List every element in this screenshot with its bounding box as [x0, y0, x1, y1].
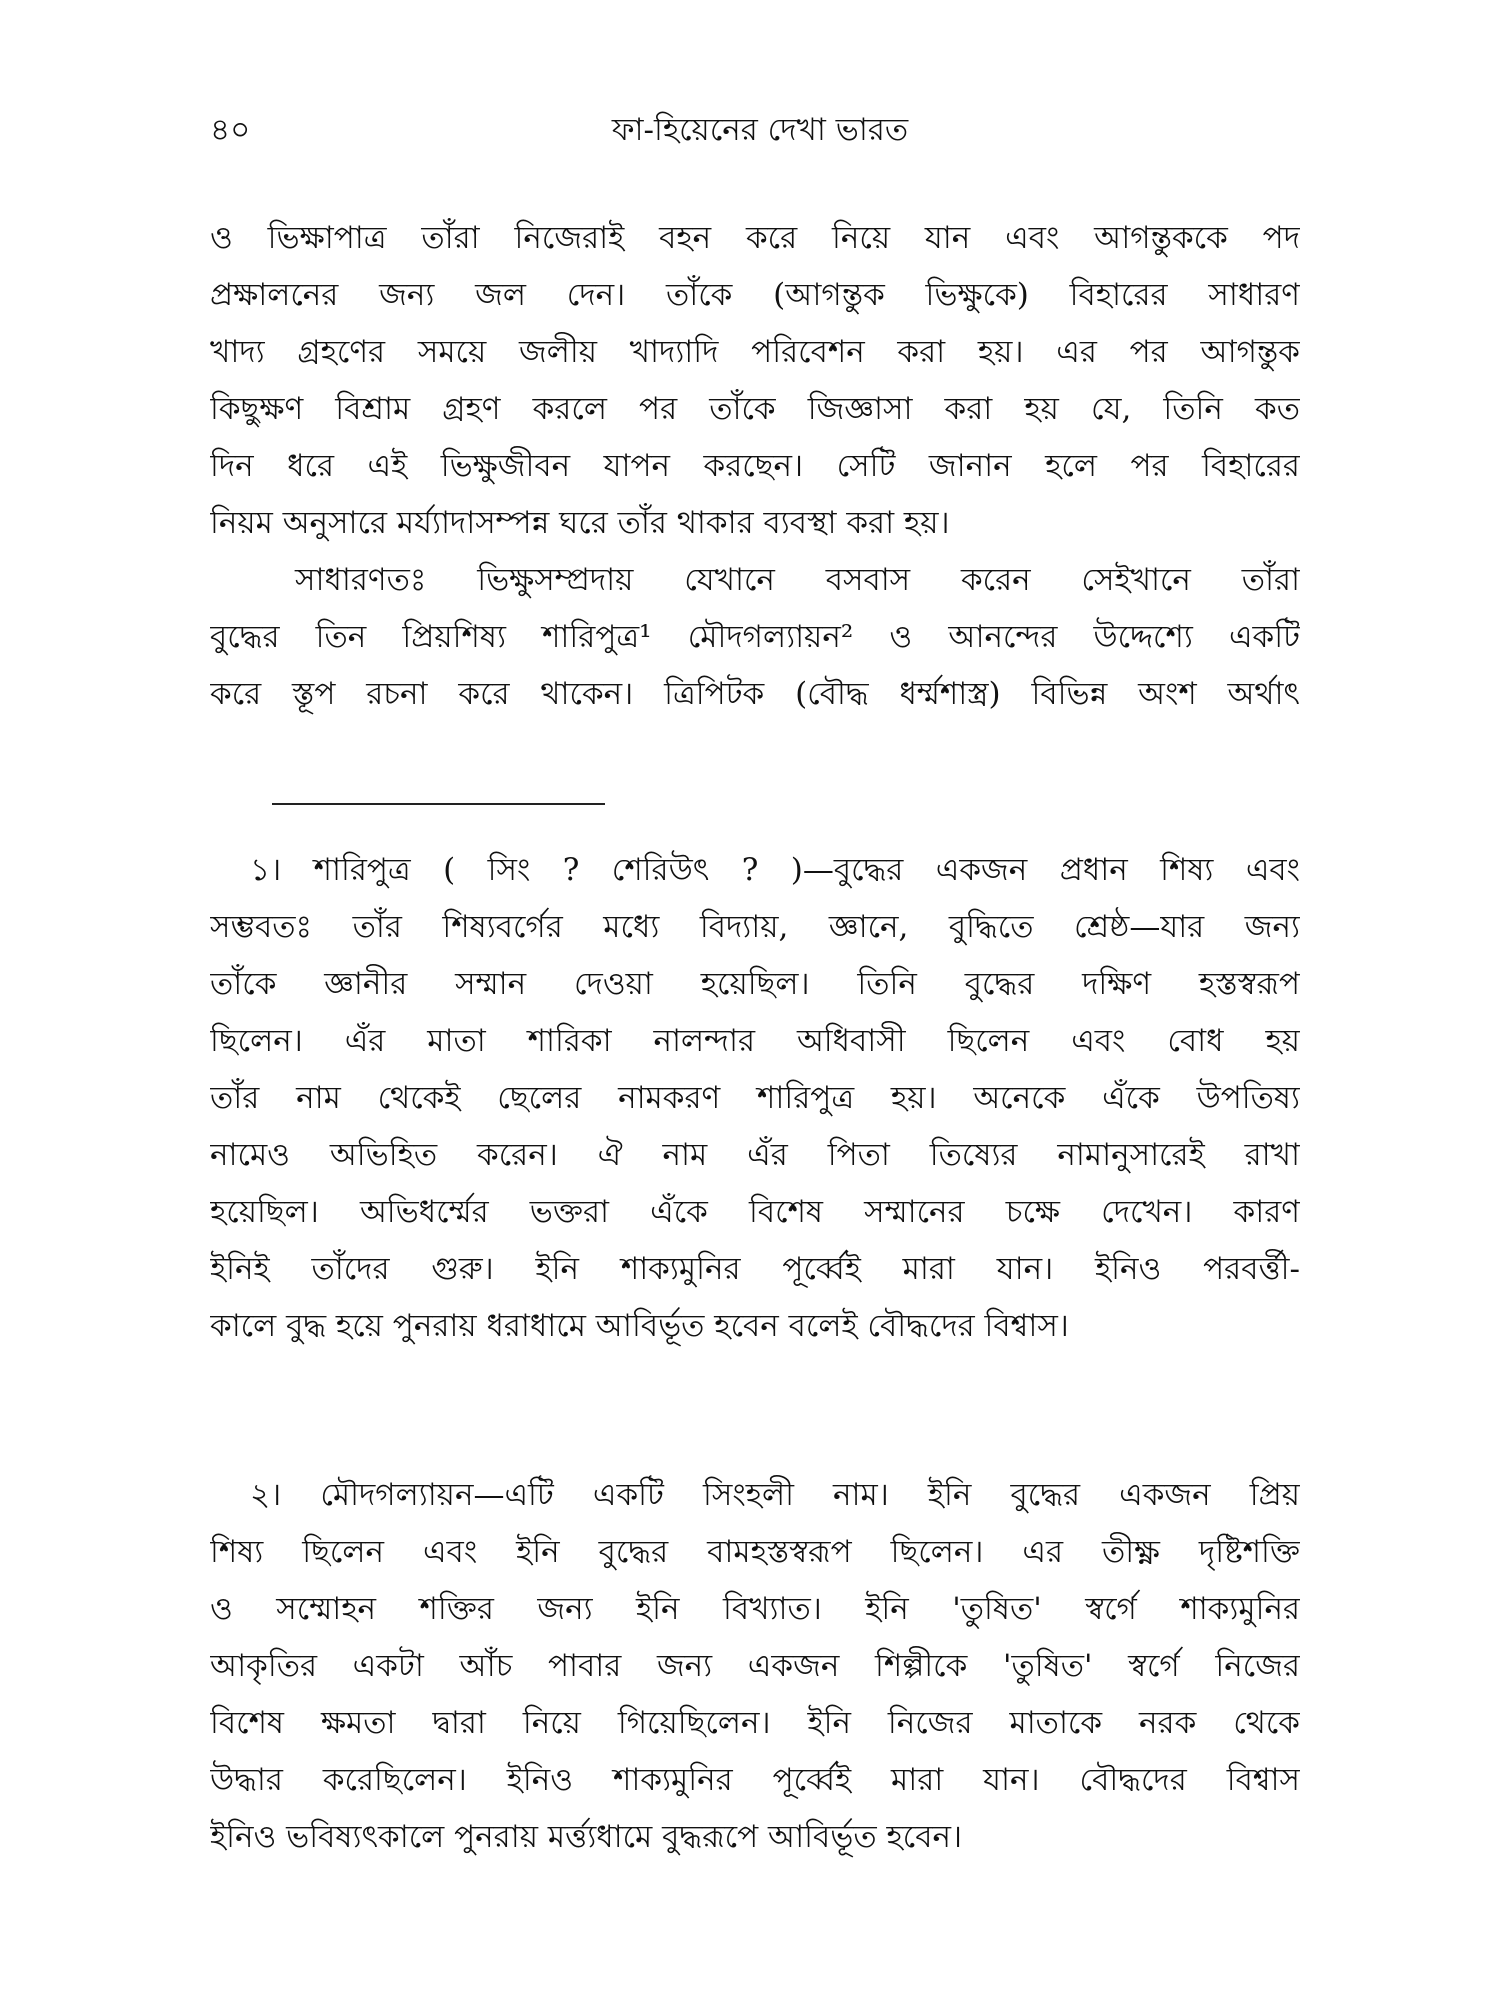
text-line: কিছুক্ষণ বিশ্রাম গ্রহণ করলে পর তাঁকে জিজ্ঞাসা করা হয় যে, তিনি কত: [210, 391, 1300, 427]
text-line: খাদ্য গ্রহণের সময়ে জলীয় খাদ্যাদি পরিবেশন করা হয়। এর পর আগন্তুক: [210, 334, 1300, 370]
text-line: ইনিও ভবিষ্যৎকালে পুনরায় মর্ত্ত্যধামে বুদ্ধরূপে আবির্ভূত হবেন।: [210, 1819, 963, 1855]
text-line: বিশেষ ক্ষমতা দ্বারা নিয়ে গিয়েছিলেন। ইনি নিজের মাতাকে নরক থেকে: [210, 1705, 1300, 1741]
text-line: ছিলেন। এঁর মাতা শারিকা নালন্দার অধিবাসী ছিলেন এবং বোধ হয়: [210, 1023, 1300, 1059]
text-line: ২। মৌদগল্যায়ন—এটি একটি সিংহলী নাম। ইনি বুদ্ধের একজন প্রিয়: [250, 1477, 1300, 1513]
page-number: ৪০: [210, 112, 251, 148]
paragraph-2: [210, 552, 1300, 723]
text-line: তাঁর নাম থেকেই ছেলের নামকরণ শারিপুত্র হয়। অনেকে এঁকে উপতিষ্য: [210, 1080, 1300, 1116]
footnote-2: [210, 1467, 1300, 1866]
text-line: হয়েছিল। অভিধর্ম্মের ভক্তরা এঁকে বিশেষ সম্মানের চক্ষে দেখেন। কারণ: [210, 1194, 1300, 1230]
page-header: [210, 108, 1310, 168]
text-line: প্রক্ষালনের জন্য জল দেন। তাঁকে (আগন্তুক ভিক্ষুকে) বিহারের সাধারণ: [210, 277, 1300, 313]
text-line: নামেও অভিহিত করেন। ঐ নাম এঁর পিতা তিষ্যের নামানুসারেই রাখা: [210, 1137, 1300, 1173]
text-line: কালে বুদ্ধ হয়ে পুনরায় ধরাধামে আবির্ভূত হবেন বলেই বৌদ্ধদের বিশ্বাস।: [210, 1308, 1069, 1344]
hand-underline: [272, 803, 605, 805]
text-line: আকৃতির একটা আঁচ পাবার জন্য একজন শিল্পীকে 'তুষিত' স্বর্গে নিজের: [210, 1648, 1300, 1684]
text-line: বুদ্ধের তিন প্রিয়শিষ্য শারিপুত্র¹ মৌদগল্যায়ন² ও আনন্দের উদ্দেশ্যে একটি: [210, 619, 1300, 655]
running-title: ফা-হিয়েনের দেখা ভারত: [611, 112, 909, 148]
text-line: করে স্তূপ রচনা করে থাকেন। ত্রিপিটক (বৌদ্ধ ধর্ম্মশাস্ত্র) বিভিন্ন অংশ অর্থাৎ: [210, 676, 1300, 712]
text-line: তাঁকে জ্ঞানীর সম্মান দেওয়া হয়েছিল। তিনি বুদ্ধের দক্ষিণ হস্তস্বরূপ: [210, 966, 1300, 1002]
text-line: ১। শারিপুত্র ( সিং ? শেরিউৎ ? )—বুদ্ধের একজন প্রধান শিষ্য এবং: [250, 852, 1300, 888]
text-line: উদ্ধার করেছিলেন। ইনিও শাক্যমুনির পূর্ব্বেই মারা যান। বৌদ্ধদের বিশ্বাস: [210, 1762, 1300, 1798]
text-line: ও সম্মোহন শক্তির জন্য ইনি বিখ্যাত। ইনি 'তুষিত' স্বর্গে শাক্যমুনির: [210, 1591, 1300, 1627]
body-text: [210, 210, 1300, 723]
text-line: সম্ভবতঃ তাঁর শিষ্যবর্গের মধ্যে বিদ্যায়, জ্ঞানে, বুদ্ধিতে শ্রেষ্ঠ—যার জন্য: [210, 909, 1300, 945]
footnote-2-text: [210, 1467, 1300, 1866]
paragraph-1: [210, 210, 1300, 552]
text-line: দিন ধরে এই ভিক্ষুজীবন যাপন করছেন। সেটি জানান হলে পর বিহারের: [210, 448, 1300, 484]
footnote-1: [210, 842, 1300, 1355]
text-line: ও ভিক্ষাপাত্র তাঁরা নিজেরাই বহন করে নিয়ে যান এবং আগন্তুককে পদ: [210, 220, 1300, 256]
text-line: নিয়ম অনুসারে মর্য্যাদাসম্পন্ন ঘরে তাঁর থাকার ব্যবস্থা করা হয়।: [210, 505, 950, 541]
text-line: সাধারণতঃ ভিক্ষুসম্প্রদায় যেখানে বসবাস করেন সেইখানে তাঁরা: [295, 562, 1300, 598]
text-line: শিষ্য ছিলেন এবং ইনি বুদ্ধের বামহস্তস্বরূপ ছিলেন। এর তীক্ষ্ণ দৃষ্টিশক্তি: [210, 1534, 1300, 1570]
text-line: ইনিই তাঁদের গুরু। ইনি শাক্যমুনির পূর্ব্বেই মারা যান। ইনিও পরবর্ত্তী-: [210, 1251, 1300, 1287]
footnote-1-text: [210, 842, 1300, 1355]
